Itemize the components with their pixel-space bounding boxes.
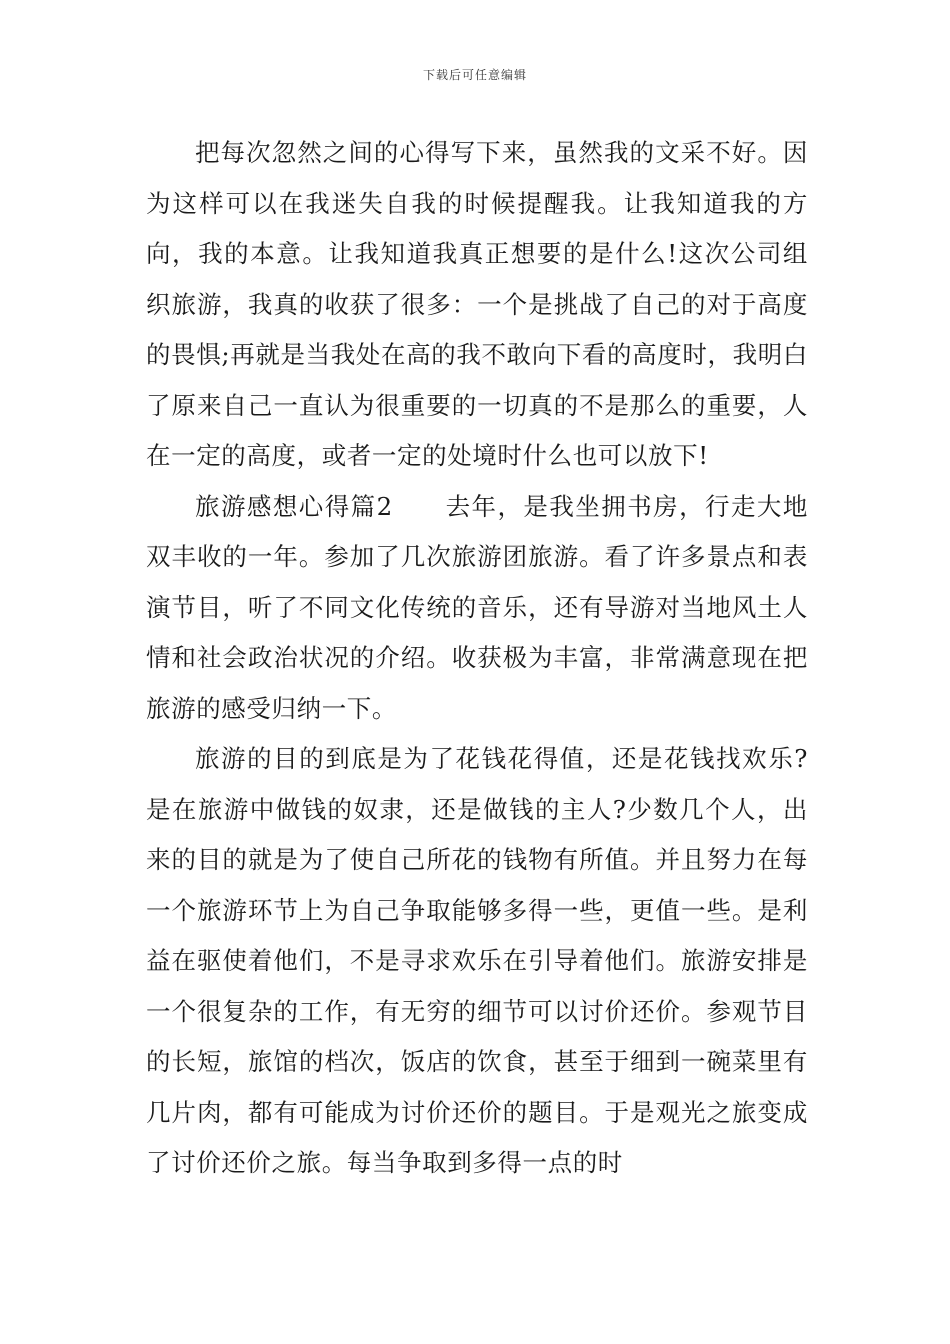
document-body [146,128,808,1189]
paragraph-2: 旅游感想心得篇2 去年，是我坐拥书房，行走大地双丰收的一年。参加了几次旅游团旅游。看了许多景点和表演节目，听了不同文化传统的音乐，还有导游对当地风土人情和社会政治状况的介绍。收获极为丰富，非常满意现在把旅游的感受归纳一下。 [146,491,808,723]
paragraph-3: 旅游的目的到底是为了花钱花得值，还是花钱找欢乐?是在旅游中做钱的奴隶，还是做钱的主人?少数几个人，出来的目的就是为了使自己所花的钱物有所值。并且努力在每一个旅游环节上为自己争取能够多得一些，更值一些。是利益在驱使着他们，不是寻求欢乐在引导着他们。旅游安排是一个很复杂的工作，有无穷的细节可以讨价还价。参观节目的长短，旅馆的档次，饭店的饮食，甚至于细到一碗菜里有几片肉，都有可能成为讨价还价的题目。于是观光之旅变成了讨价还价之旅。每当争取到多得一点的时 [146,744,808,1177]
paragraph-1: 把每次忽然之间的心得写下来，虽然我的文采不好。因为这样可以在我迷失自我的时候提醒我。让我知道我的方向，我的本意。让我知道我真正想要的是什么!这次公司组织旅游，我真的收获了很多：一个是挑战了自己的对于高度的畏惧;再就是当我处在高的我不敢向下看的高度时，我明白了原来自己一直认为很重要的一切真的不是那么的重要，人在一定的高度，或者一定的处境时什么也可以放下! [146,138,808,470]
header-note: 下载后可任意编辑 [422,68,527,82]
